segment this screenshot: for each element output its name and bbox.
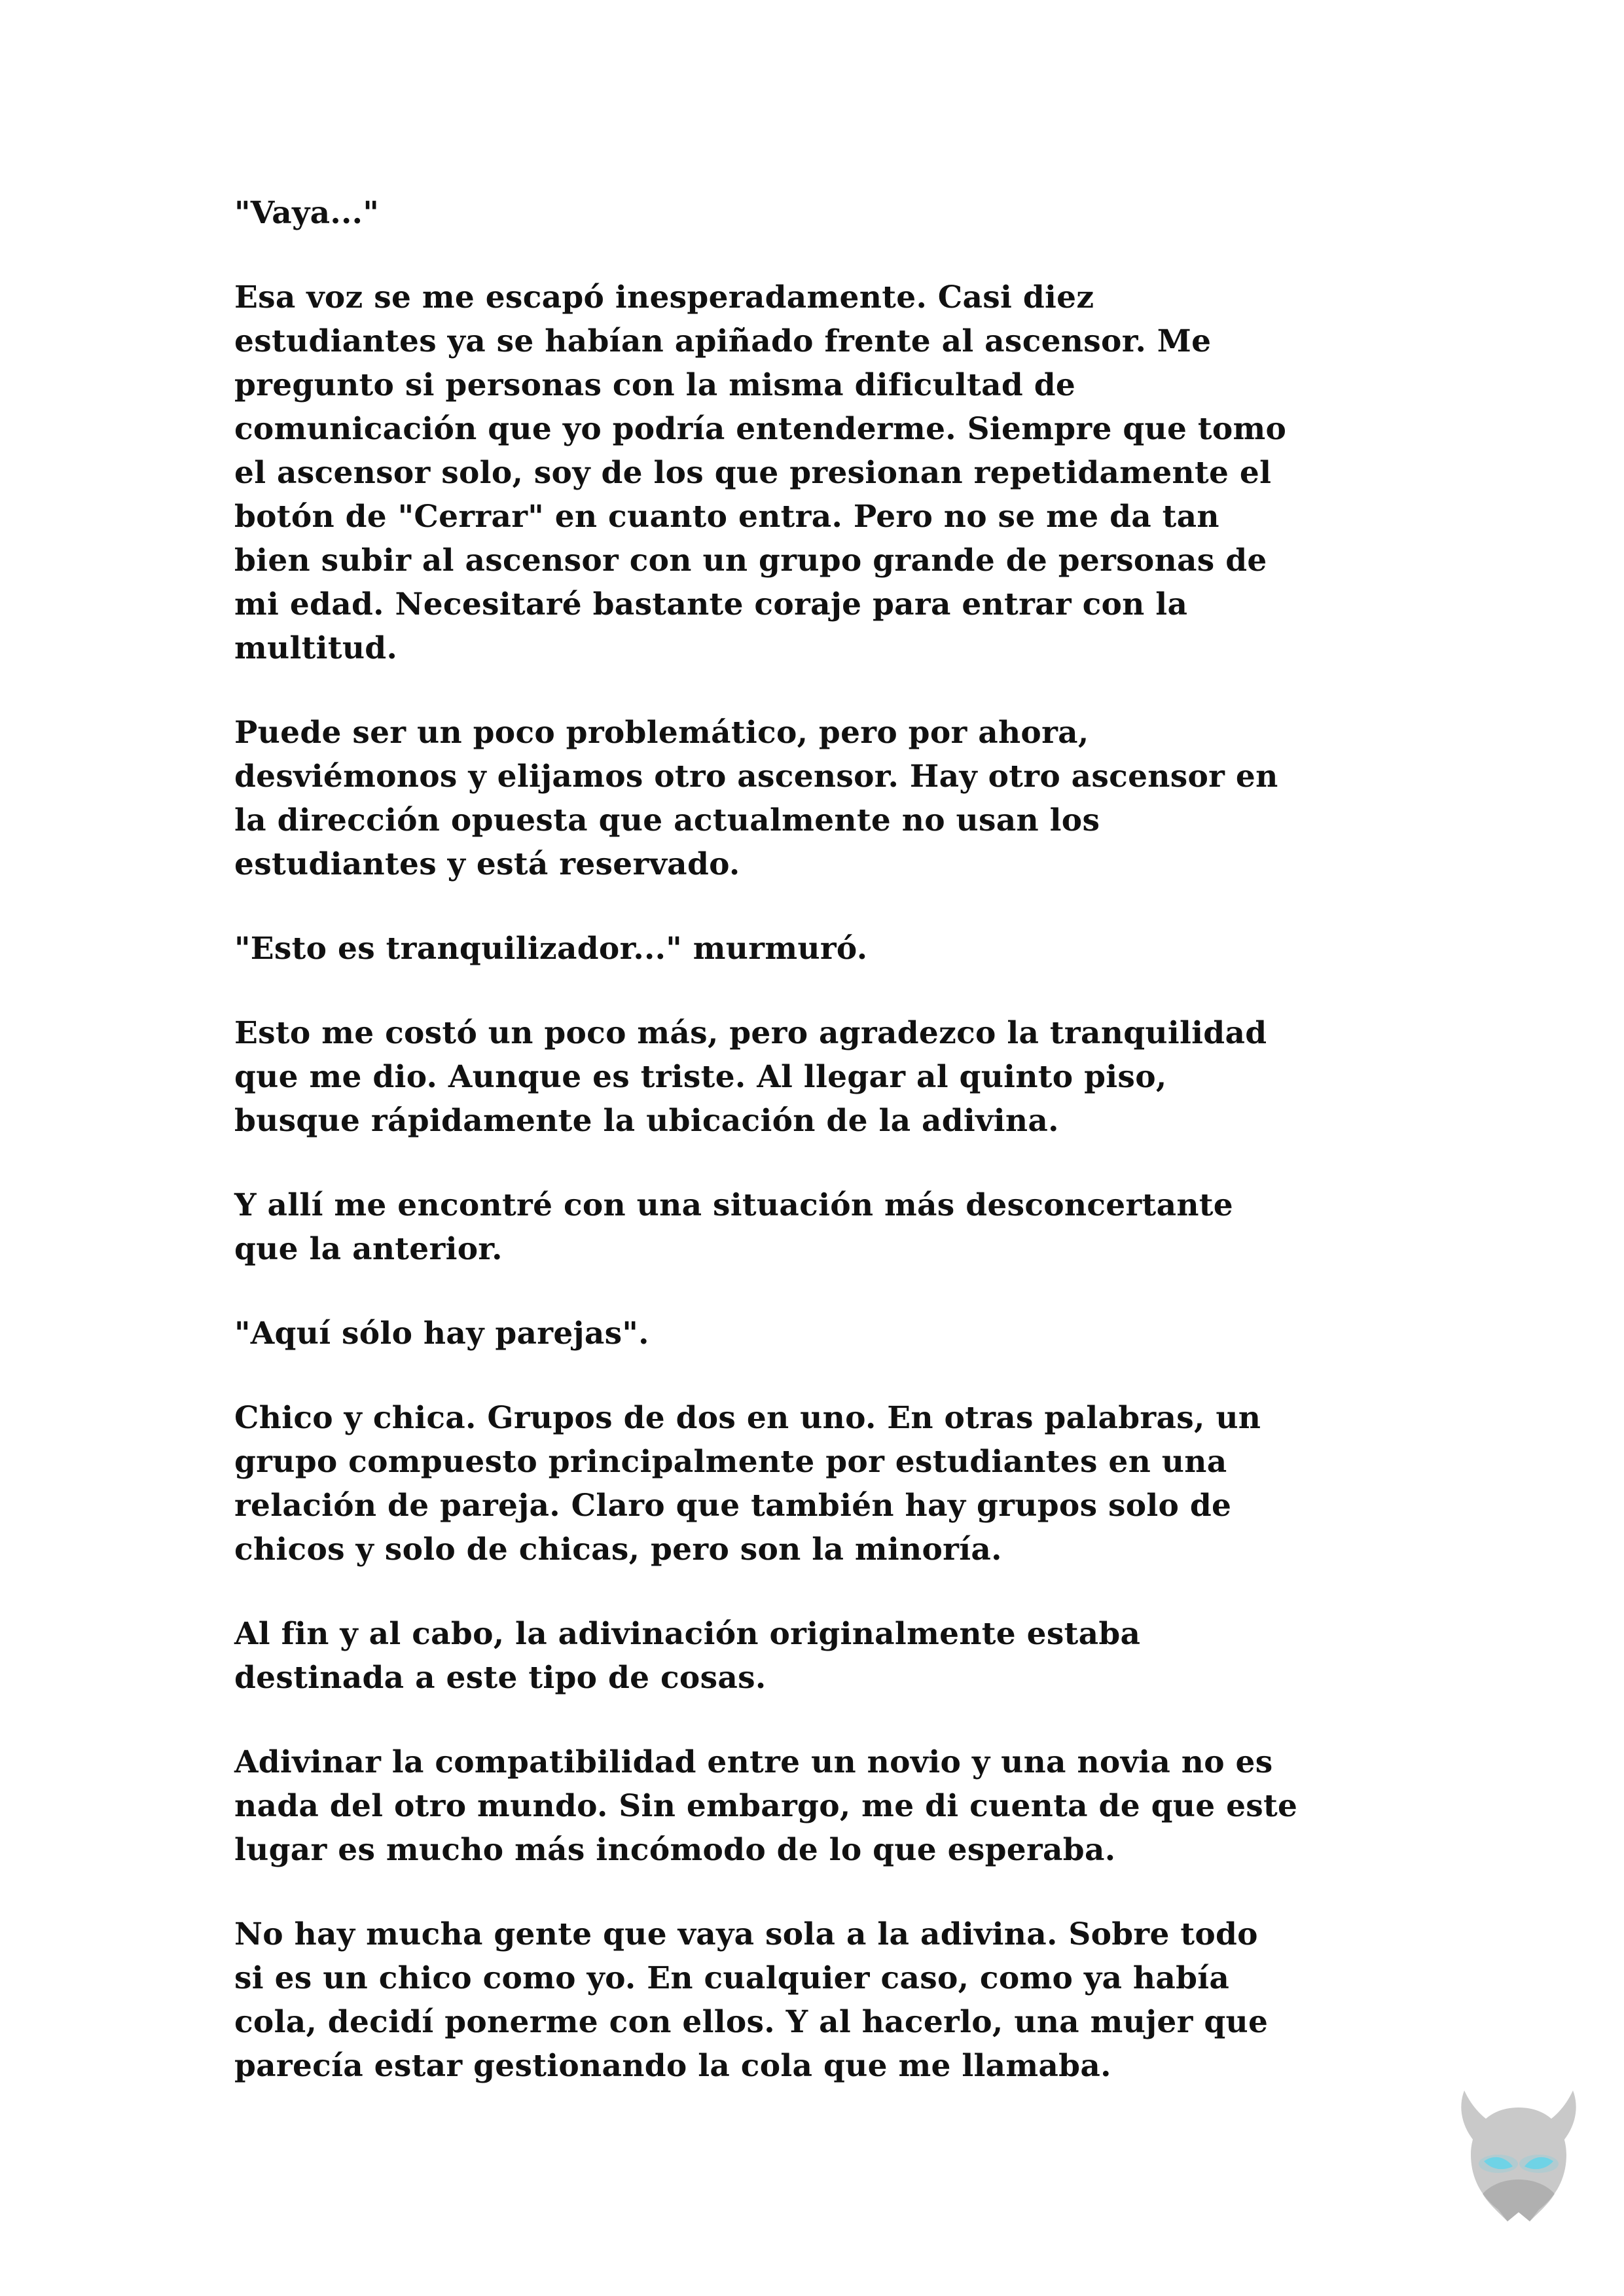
paragraph-11: No hay mucha gente que vaya sola a la adivina. Sobre todo si es un chico como yo. En cualquier caso, como ya había cola, decidí ponerme con ellos. Y al hacerlo, una mujer que parecía estar gestionando la cola que me llamaba. (234, 1916, 1269, 2084)
right-eye-glow (1519, 2155, 1559, 2173)
paragraph-5: Esto me costó un poco más, pero agradezco la tranquilidad que me dio. Aunque es triste. Al llegar al quinto piso, busque rápidamente la ubicación de la adivina. (234, 1015, 1267, 1139)
paragraph-2: Esa voz se me escapó inesperadamente. Casi diez estudiantes ya se habían apiñado frente al ascensor. Me pregunto si personas con la misma dificultad de comunicación que yo podría entenderme. Siempre que tomo el ascensor solo, soy de los que presionan repetidamente el botón de "Cerrar" en cuanto entra. Pero no se me da tan bien subir al ascensor con un grupo grande de personas de mi edad. Necesitaré bastante coraje para entrar con la multitud. (234, 279, 1287, 666)
paragraph-4: "Esto es tranquilizador..." murmuró. (234, 931, 868, 967)
demon-head-icon (1450, 2081, 1587, 2225)
paragraph-10: Adivinar la compatibilidad entre un novio y una novia no es nada del otro mundo. Sin embargo, me di cuenta de que este lugar es mucho más incómodo de lo que esperaba. (234, 1744, 1298, 1868)
paragraph-9: Al fin y al cabo, la adivinación originalmente estaba destinada a este tipo de cosas. (234, 1616, 1141, 1696)
paragraph-1: "Vaya..." (234, 195, 380, 231)
paragraph-6: Y allí me encontré con una situación más desconcertante que la anterior. (234, 1187, 1234, 1267)
head-shadow (1483, 2179, 1555, 2221)
paragraph-3: Puede ser un poco problemático, pero por ahora, desviémonos y elijamos otro ascensor. Hay otro ascensor en la dirección opuesta que actualmente no usan los estudiantes y está reservado. (234, 715, 1278, 882)
left-eye-glow (1479, 2155, 1518, 2173)
paragraph-7: "Aquí sólo hay parejas". (234, 1316, 649, 1352)
document-body (234, 191, 1432, 2128)
paragraph-8: Chico y chica. Grupos de dos en uno. En otras palabras, un grupo compuesto principalmente por estudiantes en una relación de pareja. Claro que también hay grupos solo de chicos y solo de chicas, pero son la minoría. (234, 1400, 1261, 1568)
